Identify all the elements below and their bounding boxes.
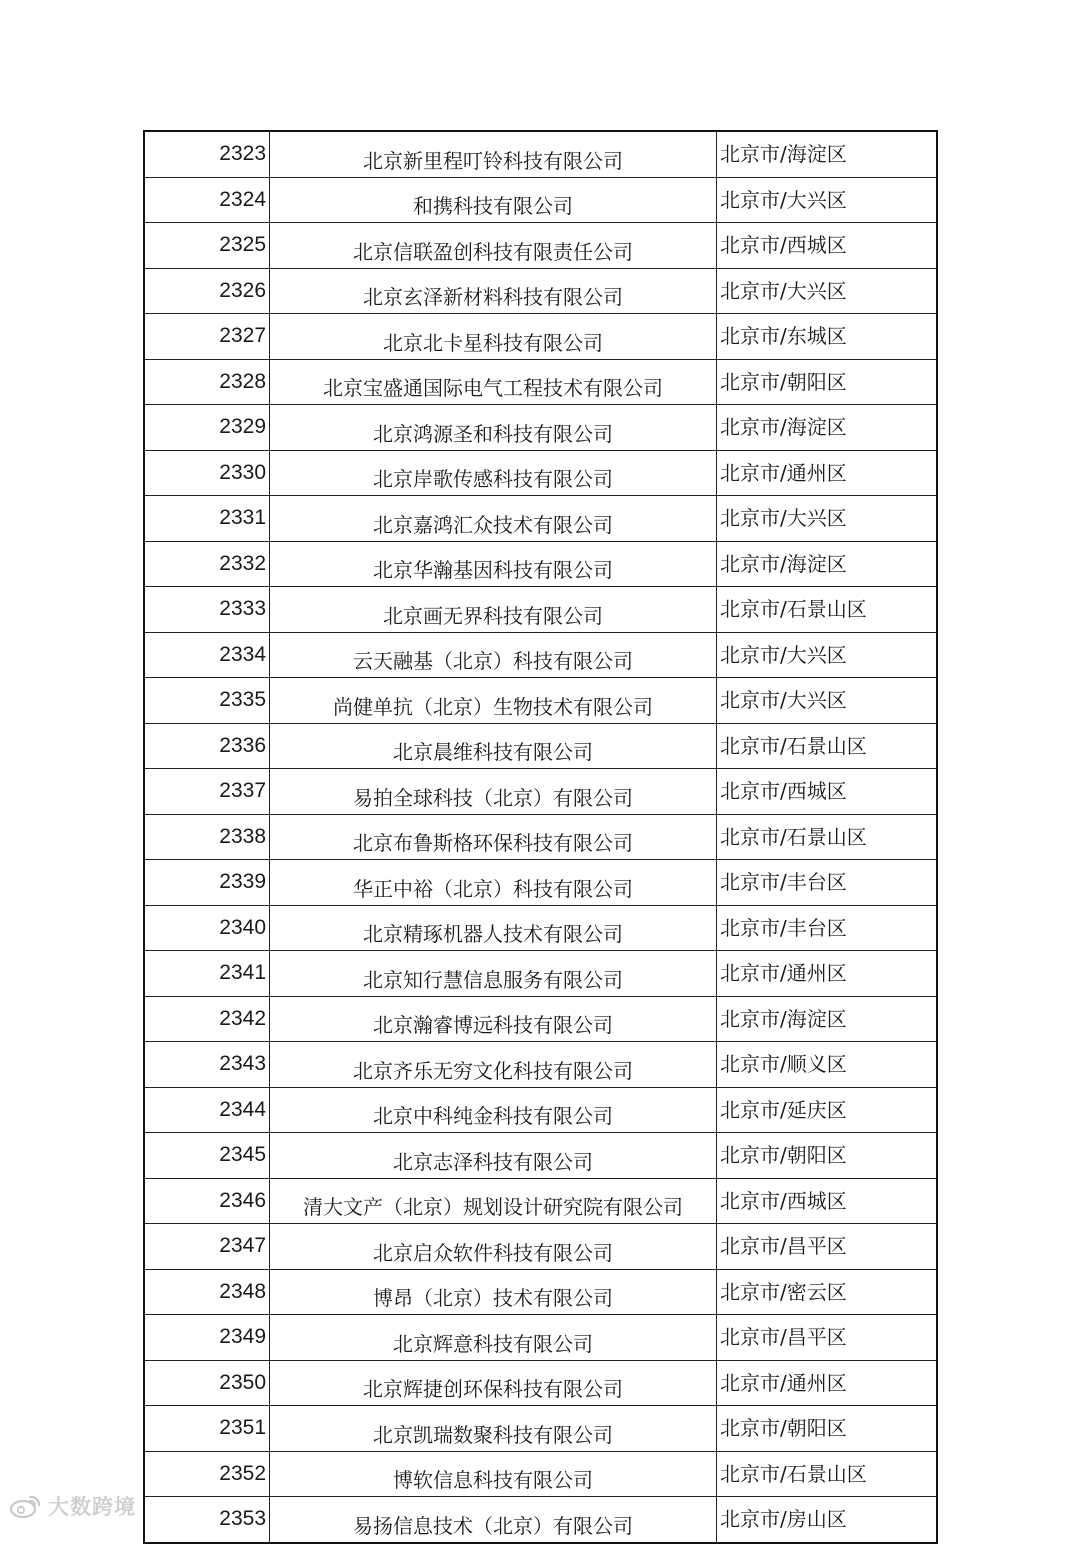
table-row [144,769,937,815]
row-number: 2347 [144,1224,270,1270]
company-name: 北京齐乐无穷文化科技有限公司 [270,1042,717,1088]
table-row [144,1133,937,1179]
row-number: 2351 [144,1406,270,1452]
company-location: 北京市/通州区 [717,1360,938,1406]
company-location: 北京市/通州区 [717,450,938,496]
company-location: 北京市/大兴区 [717,632,938,678]
row-number: 2323 [144,131,270,177]
company-name: 北京知行慧信息服务有限公司 [270,951,717,997]
table-row [144,314,937,360]
table-row [144,1406,937,1452]
watermark-text: 大数跨境 [48,1495,136,1519]
company-name: 北京信联盈创科技有限责任公司 [270,223,717,269]
company-location: 北京市/海淀区 [717,996,938,1042]
company-name: 易拍全球科技（北京）有限公司 [270,769,717,815]
company-name: 北京布鲁斯格环保科技有限公司 [270,814,717,860]
company-location: 北京市/海淀区 [717,541,938,587]
row-number: 2344 [144,1087,270,1133]
company-name: 北京宝盛通国际电气工程技术有限公司 [270,359,717,405]
row-number: 2350 [144,1360,270,1406]
row-number: 2334 [144,632,270,678]
table-row [144,951,937,997]
company-table [143,130,938,1544]
table-row [144,131,937,177]
company-location: 北京市/丰台区 [717,860,938,906]
table-row [144,632,937,678]
company-location: 北京市/昌平区 [717,1224,938,1270]
row-number: 2352 [144,1451,270,1497]
table-row [144,177,937,223]
row-number: 2327 [144,314,270,360]
company-location: 北京市/房山区 [717,1497,938,1543]
table-row [144,723,937,769]
company-name: 北京嘉鸿汇众技术有限公司 [270,496,717,542]
company-location: 北京市/大兴区 [717,268,938,314]
company-location: 北京市/石景山区 [717,587,938,633]
company-name: 北京凯瑞数聚科技有限公司 [270,1406,717,1452]
company-location: 北京市/大兴区 [717,678,938,724]
company-location: 北京市/石景山区 [717,723,938,769]
company-location: 北京市/石景山区 [717,1451,938,1497]
row-number: 2333 [144,587,270,633]
table-row [144,905,937,951]
row-number: 2348 [144,1269,270,1315]
table-row [144,860,937,906]
table-row [144,1315,937,1361]
company-name: 博软信息科技有限公司 [270,1451,717,1497]
row-number: 2335 [144,678,270,724]
company-name: 北京晨维科技有限公司 [270,723,717,769]
company-name: 北京北卡星科技有限公司 [270,314,717,360]
row-number: 2349 [144,1315,270,1361]
company-name: 清大文产（北京）规划设计研究院有限公司 [270,1178,717,1224]
company-location: 北京市/通州区 [717,951,938,997]
company-name: 和携科技有限公司 [270,177,717,223]
row-number: 2325 [144,223,270,269]
table-row [144,814,937,860]
table-row [144,1451,937,1497]
row-number: 2342 [144,996,270,1042]
company-name: 北京志泽科技有限公司 [270,1133,717,1179]
row-number: 2324 [144,177,270,223]
row-number: 2326 [144,268,270,314]
row-number: 2353 [144,1497,270,1543]
company-name: 北京瀚睿博远科技有限公司 [270,996,717,1042]
table-row [144,405,937,451]
row-number: 2337 [144,769,270,815]
row-number: 2330 [144,450,270,496]
row-number: 2343 [144,1042,270,1088]
company-location: 北京市/朝阳区 [717,1133,938,1179]
table-row [144,1269,937,1315]
row-number: 2340 [144,905,270,951]
row-number: 2331 [144,496,270,542]
company-name: 云天融基（北京）科技有限公司 [270,632,717,678]
company-location: 北京市/石景山区 [717,814,938,860]
company-location: 北京市/东城区 [717,314,938,360]
company-name: 北京玄泽新材料科技有限公司 [270,268,717,314]
table-row [144,268,937,314]
company-location: 北京市/海淀区 [717,131,938,177]
table-row [144,1360,937,1406]
company-location: 北京市/朝阳区 [717,359,938,405]
company-name: 北京精琢机器人技术有限公司 [270,905,717,951]
weibo-icon [8,1493,42,1519]
table-row [144,450,937,496]
table-row [144,359,937,405]
row-number: 2328 [144,359,270,405]
company-location: 北京市/大兴区 [717,177,938,223]
row-number: 2332 [144,541,270,587]
table-row [144,678,937,724]
company-name: 北京华瀚基因科技有限公司 [270,541,717,587]
company-name: 北京中科纯金科技有限公司 [270,1087,717,1133]
row-number: 2341 [144,951,270,997]
company-location: 北京市/丰台区 [717,905,938,951]
company-name: 北京岸歌传感科技有限公司 [270,450,717,496]
table-row [144,996,937,1042]
company-name: 北京辉意科技有限公司 [270,1315,717,1361]
company-name: 尚健单抗（北京）生物技术有限公司 [270,678,717,724]
company-name: 北京启众软件科技有限公司 [270,1224,717,1270]
table-row [144,1042,937,1088]
company-location: 北京市/昌平区 [717,1315,938,1361]
company-name: 易扬信息技术（北京）有限公司 [270,1497,717,1543]
company-location: 北京市/朝阳区 [717,1406,938,1452]
company-name: 北京画无界科技有限公司 [270,587,717,633]
company-name: 北京鸿源圣和科技有限公司 [270,405,717,451]
company-location: 北京市/大兴区 [717,496,938,542]
row-number: 2329 [144,405,270,451]
table-row [144,541,937,587]
company-location: 北京市/海淀区 [717,405,938,451]
table-row [144,587,937,633]
table-row [144,1178,937,1224]
company-location: 北京市/延庆区 [717,1087,938,1133]
row-number: 2338 [144,814,270,860]
table-body [144,131,937,1543]
company-name: 北京辉捷创环保科技有限公司 [270,1360,717,1406]
table-row [144,1224,937,1270]
company-location: 北京市/西城区 [717,1178,938,1224]
table-row [144,223,937,269]
table-row [144,496,937,542]
company-location: 北京市/西城区 [717,223,938,269]
company-location: 北京市/顺义区 [717,1042,938,1088]
company-location: 北京市/西城区 [717,769,938,815]
company-name: 北京新里程叮铃科技有限公司 [270,131,717,177]
company-name: 华正中裕（北京）科技有限公司 [270,860,717,906]
row-number: 2345 [144,1133,270,1179]
table-row [144,1497,937,1543]
watermark [8,1491,136,1521]
row-number: 2339 [144,860,270,906]
table-row [144,1087,937,1133]
row-number: 2336 [144,723,270,769]
company-location: 北京市/密云区 [717,1269,938,1315]
company-name: 博昂（北京）技术有限公司 [270,1269,717,1315]
row-number: 2346 [144,1178,270,1224]
